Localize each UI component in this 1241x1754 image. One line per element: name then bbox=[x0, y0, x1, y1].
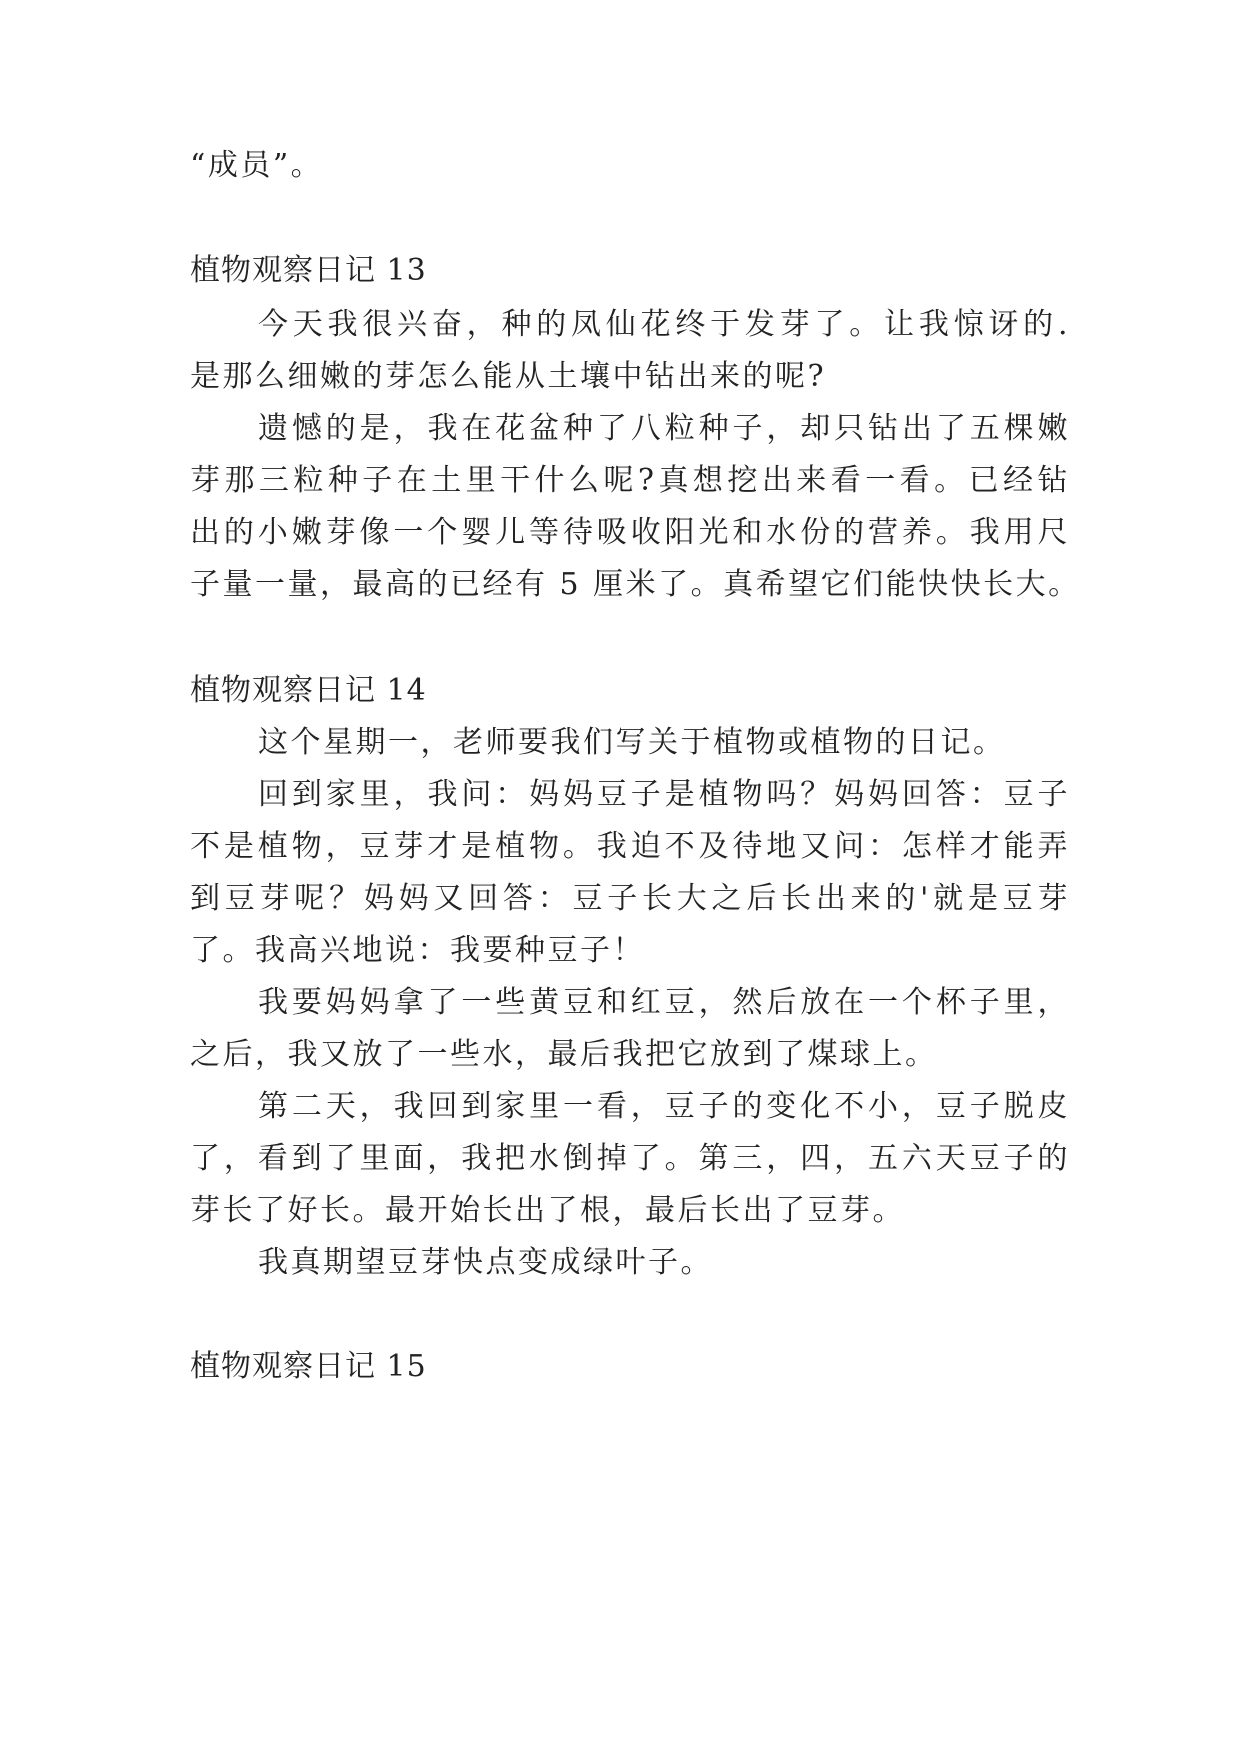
paragraph-line: 之后，我又放了一些水，最后我把它放到了煤球上。 bbox=[190, 1037, 938, 1072]
paragraph-line: 到豆芽呢？妈妈又回答：豆子长大之后长出来的'就是豆芽 bbox=[190, 881, 1070, 916]
entry-title: 植物观察日记 14 bbox=[190, 673, 427, 708]
paragraph-line: 芽长了好长。最开始长出了根，最后长出了豆芽。 bbox=[190, 1193, 905, 1228]
paragraph-line: 了。我高兴地说：我要种豆子！ bbox=[190, 933, 645, 968]
paragraph-line: 出的小嫩芽像一个婴儿等待吸收阳光和水份的营养。我用尺 bbox=[190, 515, 1070, 550]
paragraph-line: 第二天，我回到家里一看，豆子的变化不小，豆子脱皮 bbox=[258, 1089, 1070, 1124]
paragraph-line: 芽那三粒种子在土里干什么呢?真想挖出来看一看。已经钻 bbox=[190, 463, 1070, 498]
paragraph-line: 这个星期一，老师要我们写关于植物或植物的日记。 bbox=[258, 725, 1006, 760]
paragraph-line: 不是植物，豆芽才是植物。我迫不及待地又问：怎样才能弄 bbox=[190, 829, 1070, 864]
paragraph-line: 是那么细嫩的芽怎么能从土壤中钻出来的呢? bbox=[190, 359, 827, 394]
paragraph-line: 遗憾的是，我在花盆种了八粒种子，却只钻出了五棵嫩 bbox=[258, 411, 1070, 446]
entry-title: 植物观察日记 13 bbox=[190, 253, 427, 288]
paragraph-line: 我要妈妈拿了一些黄豆和红豆，然后放在一个杯子里， bbox=[258, 985, 1070, 1020]
paragraph-line: 回到家里，我问：妈妈豆子是植物吗？妈妈回答：豆子 bbox=[258, 777, 1070, 812]
intro-fragment: “成员”。 bbox=[190, 148, 324, 183]
paragraph-line: 今天我很兴奋，种的凤仙花终于发芽了。让我惊讶的. bbox=[258, 307, 1070, 342]
paragraph-line: 我真期望豆芽快点变成绿叶子。 bbox=[258, 1245, 713, 1280]
paragraph-line: 了，看到了里面，我把水倒掉了。第三，四，五六天豆子的 bbox=[190, 1141, 1070, 1176]
paragraph-line: 子量一量，最高的已经有 5 厘米了。真希望它们能快快长大。 bbox=[190, 567, 1081, 602]
entry-title: 植物观察日记 15 bbox=[190, 1349, 427, 1384]
